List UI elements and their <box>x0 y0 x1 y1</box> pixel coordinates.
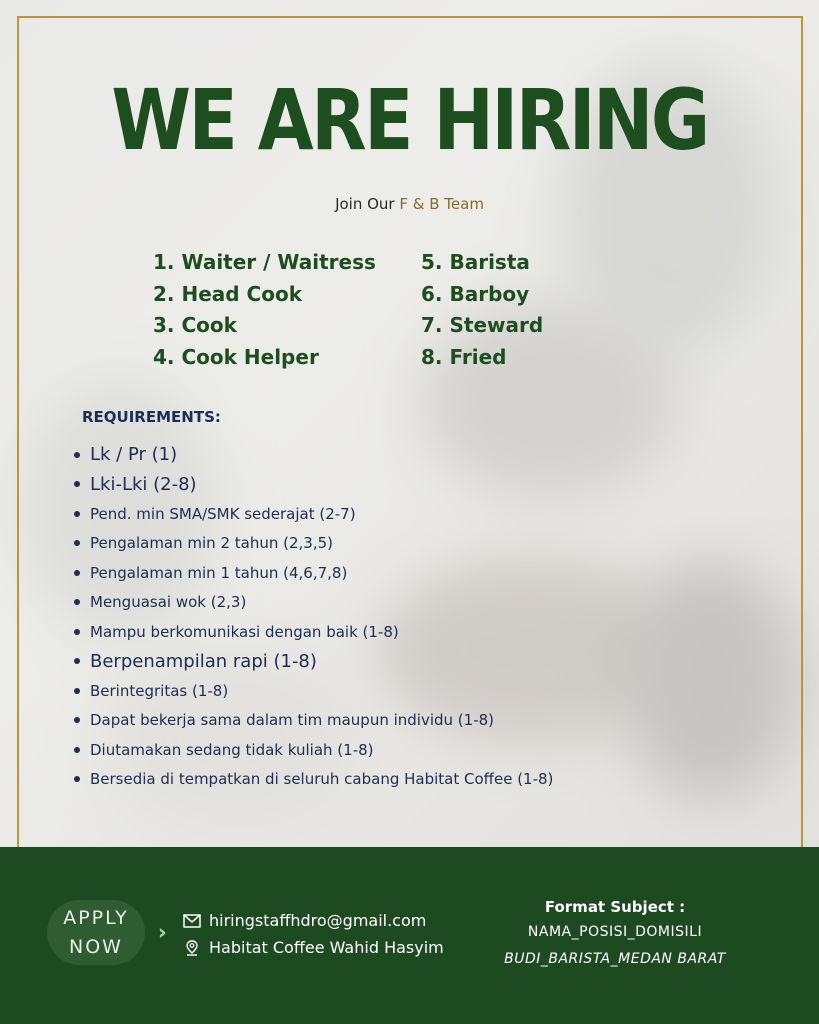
requirement-text: Dapat bekerja sama dalam tim maupun individu (1-8) <box>90 711 495 730</box>
bullet-icon <box>74 658 80 664</box>
chevron-right-icon: ››› <box>158 920 159 944</box>
apply-now-button[interactable] <box>47 900 145 965</box>
email-row[interactable] <box>183 907 444 934</box>
requirement-item <box>74 706 553 736</box>
requirement-item <box>74 617 553 647</box>
requirement-item <box>74 529 553 559</box>
requirement-item <box>74 676 553 706</box>
email-text[interactable]: hiringstaffhdro@gmail.com <box>209 911 427 930</box>
subtitle <box>0 195 819 213</box>
requirement-text: Pengalaman min 2 tahun (2,3,5) <box>90 534 333 553</box>
positions-column-right <box>421 248 543 374</box>
requirement-item <box>74 499 553 529</box>
bullet-icon <box>74 452 80 458</box>
requirement-item <box>74 440 553 470</box>
requirement-text: Diutamakan sedang tidak kuliah (1-8) <box>90 740 374 759</box>
position-item: 8. Fried <box>421 344 507 369</box>
page-title: WE ARE HIRING <box>111 71 708 169</box>
bullet-icon <box>74 717 80 723</box>
bullet-icon <box>74 629 80 635</box>
contact-info <box>183 907 444 961</box>
requirement-text: Bersedia di tempatkan di seluruh cabang Habitat Coffee (1-8) <box>90 770 554 789</box>
requirement-text: Lk / Pr (1) <box>90 444 178 466</box>
requirement-text: Menguasai wok (2,3) <box>90 593 247 612</box>
requirement-item <box>74 588 553 618</box>
position-item: 1. Waiter / Waitress <box>153 250 376 274</box>
position-item: 2. Head Cook <box>153 281 303 306</box>
bullet-icon <box>74 481 80 487</box>
location-row <box>183 934 444 961</box>
requirement-text: Berpenampilan rapi (1-8) <box>90 650 317 672</box>
bullet-icon <box>74 570 80 576</box>
requirement-item <box>74 735 553 765</box>
requirement-item <box>74 647 553 677</box>
requirement-text: Lki-Lki (2-8) <box>90 473 197 495</box>
bullet-icon <box>74 599 80 605</box>
requirement-item <box>74 558 553 588</box>
requirement-text: Pend. min SMA/SMK sederajat (2-7) <box>90 504 356 523</box>
positions-column-left <box>153 248 376 374</box>
format-subject-block <box>504 895 726 973</box>
bullet-icon <box>74 540 80 546</box>
location-text: Habitat Coffee Wahid Hasyim <box>209 938 444 957</box>
position-item: 7. Steward <box>421 313 544 337</box>
requirement-text: Berintegritas (1-8) <box>90 681 229 700</box>
format-subject-example: BUDI_BARISTA_MEDAN BARAT <box>504 951 726 967</box>
apply-label-line1: APPLY <box>63 906 129 929</box>
format-subject-template: NAMA_POSISI_DOMISILI <box>527 924 703 940</box>
bullet-icon <box>74 688 80 694</box>
position-item: 6. Barboy <box>421 281 530 306</box>
subtitle-prefix: Join Our <box>335 195 400 213</box>
requirement-item <box>74 470 553 500</box>
bullet-icon <box>74 776 80 782</box>
apply-label-line2: NOW <box>69 935 123 958</box>
requirements-list <box>74 440 553 794</box>
requirement-text: Mampu berkomunikasi dengan baik (1-8) <box>90 622 399 641</box>
format-subject-heading: Format Subject : <box>544 898 686 916</box>
position-item: 3. Cook <box>153 313 237 337</box>
requirement-text: Pengalaman min 1 tahun (4,6,7,8) <box>90 563 348 582</box>
requirement-item <box>74 765 553 795</box>
bullet-icon <box>74 747 80 753</box>
mail-icon <box>183 914 201 928</box>
position-item: 4. Cook Helper <box>153 344 319 369</box>
subtitle-accent: F & B Team <box>399 195 484 213</box>
position-item: 5. Barista <box>421 250 530 274</box>
bullet-icon <box>74 511 80 517</box>
location-pin-icon <box>183 940 201 956</box>
requirements-heading: REQUIREMENTS: <box>82 408 221 426</box>
